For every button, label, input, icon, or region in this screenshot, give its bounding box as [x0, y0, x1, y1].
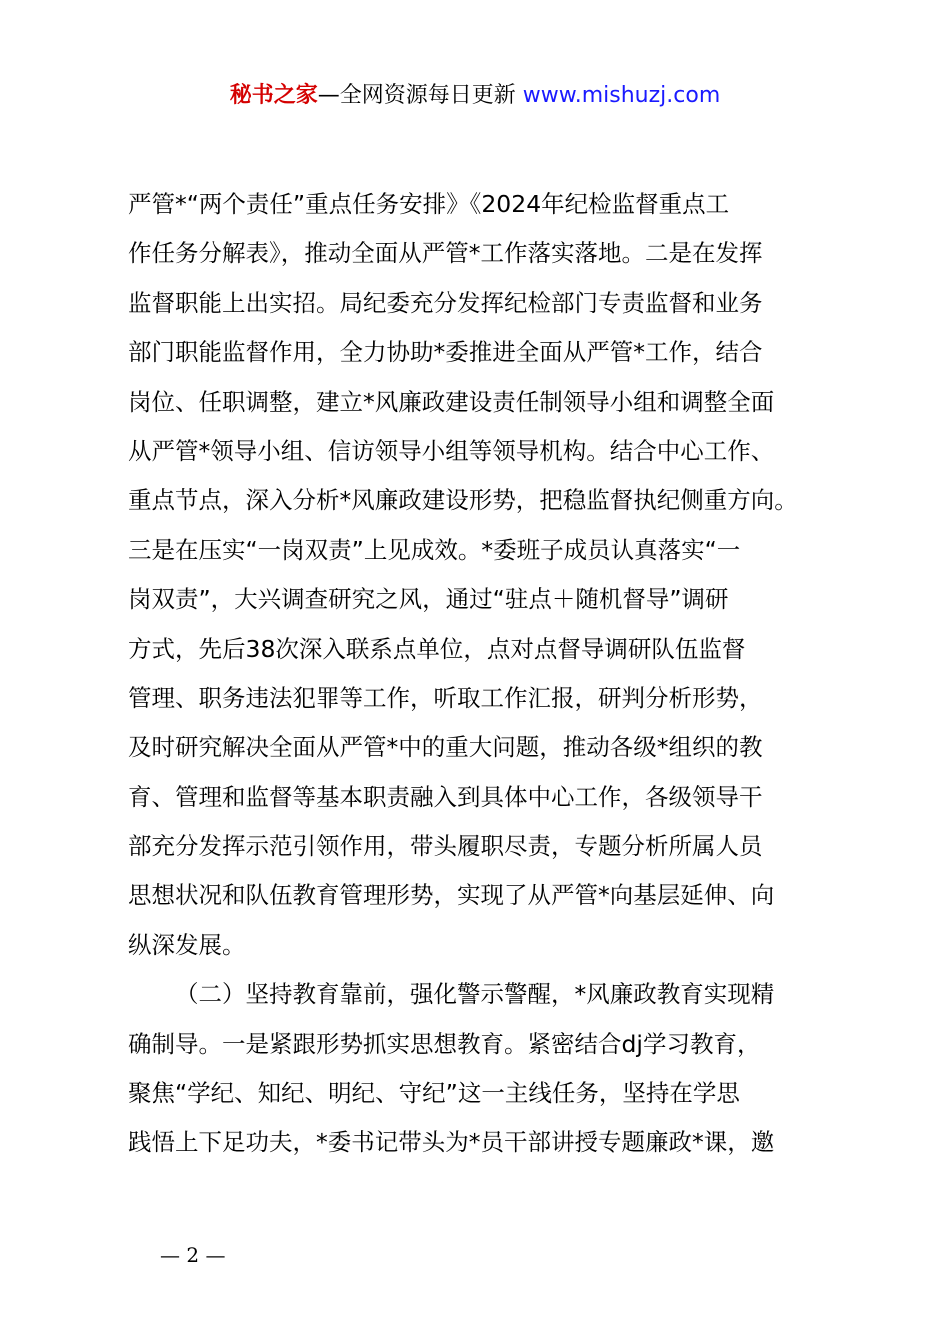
site-header: [0, 80, 950, 112]
text-line: 三是在压实“一岗双责”上见成效。*委班子成员认真落实“一: [128, 535, 741, 564]
document-body: [128, 180, 848, 1168]
text-line: 严管*“两个责任”重点任务安排》《2024年纪检监督重点工: [128, 190, 730, 218]
text-line: 岗位、任职调整，建立*风廉政建设责任制领导小组和调整全面: [128, 387, 775, 416]
text-line: 思想状况和队伍教育管理形势，实现了从严管*向基层延伸、向: [128, 881, 775, 910]
text-line-paragraph-start: （二）坚持教育靠前，强化警示警醒，*风廉政教育实现精: [175, 980, 775, 1009]
text-line: 部充分发挥示范引领作用，带头履职尽责，专题分析所属人员: [128, 832, 763, 861]
text-line: 确制导。一是紧跟形势抓实思想教育。紧密结合dj学习教育，: [128, 1029, 761, 1058]
text-line: 育、管理和监督等基本职责融入到具体中心工作，各级领导干: [128, 782, 763, 811]
text-line: 方式，先后38次深入联系点单位，点对点督导调研队伍监督: [128, 634, 746, 663]
text-line: 纵深发展。: [128, 930, 246, 959]
text-line: 及时研究解决全面从严管*中的重大问题，推动各级*组织的教: [128, 733, 763, 762]
text-line: 践悟上下足功夫，*委书记带头为*员干部讲授专题廉政*课，邀: [128, 1128, 775, 1157]
text-line: 岗双责”，大兴调查研究之风，通过“驻点＋随机督导”调研: [128, 585, 729, 614]
text-line: 监督职能上出实招。局纪委充分发挥纪检部门专责监督和业务: [128, 288, 763, 317]
text-line: 聚焦“学纪、知纪、明纪、守纪”这一主线任务，坚持在学思: [128, 1079, 740, 1108]
text-line: 重点节点，深入分析*风廉政建设形势，把稳监督执纪侧重方向。: [128, 486, 798, 515]
brand-name: 秘书之家: [229, 83, 318, 108]
page-number: — 2 —: [160, 1243, 226, 1267]
site-url-link[interactable]: www.mishuzj.com: [522, 83, 721, 108]
text-line: 作任务分解表》，推动全面从严管*工作落实落地。二是在发挥: [128, 239, 763, 268]
text-line: 管理、职务违法犯罪等工作，听取工作汇报，研判分析形势，: [128, 683, 763, 712]
text-line: 部门职能监督作用，全力协助*委推进全面从严管*工作，结合: [128, 338, 763, 367]
text-line: 从严管*领导小组、信访领导小组等领导机构。结合中心工作、: [128, 436, 775, 465]
header-tagline: —全网资源每日更新: [317, 83, 523, 108]
